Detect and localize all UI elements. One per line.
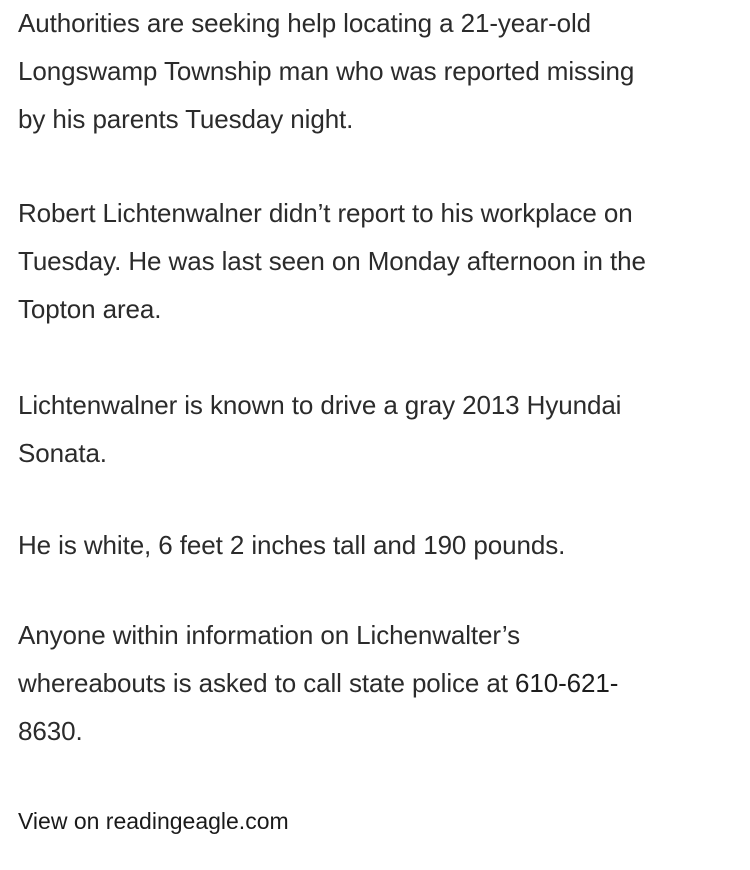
paragraph-line: Authorities are seeking help locating a 21-year-old	[18, 8, 592, 38]
paragraph-line: Lichtenwalner is known to drive a gray 2013 Hyundai	[18, 390, 622, 420]
paragraph-line: by his parents Tuesday night.	[18, 104, 354, 134]
paragraph-line: Robert Lichtenwalner didn’t report to his workplace on	[18, 198, 633, 228]
phone-number-link[interactable]: 610-621-	[515, 668, 619, 698]
paragraph-line: Tuesday. He was last seen on Monday afternoon in the	[18, 246, 646, 276]
paragraph-line: Longswamp Township man who was reported missing	[18, 56, 635, 86]
paragraph-line	[18, 659, 730, 707]
paragraph-line: He is white, 6 feet 2 inches tall and 190 pounds.	[18, 530, 566, 560]
paragraph-vehicle	[18, 381, 730, 477]
paragraph-contact	[18, 611, 730, 755]
paragraph-line: Anyone within information on Lichenwalter’s	[18, 620, 521, 650]
paragraph-line: Sonata.	[18, 438, 107, 468]
paragraph-text: whereabouts is asked to call state police at	[18, 668, 516, 698]
paragraph-line: 8630.	[18, 716, 83, 746]
source-footer	[18, 803, 289, 839]
paragraph-description	[18, 521, 730, 569]
view-on-source-link[interactable]: View on readingeagle.com	[18, 808, 289, 834]
paragraph-line: Topton area.	[18, 294, 162, 324]
paragraph-last-seen	[18, 189, 730, 333]
paragraph-intro	[18, 0, 730, 143]
